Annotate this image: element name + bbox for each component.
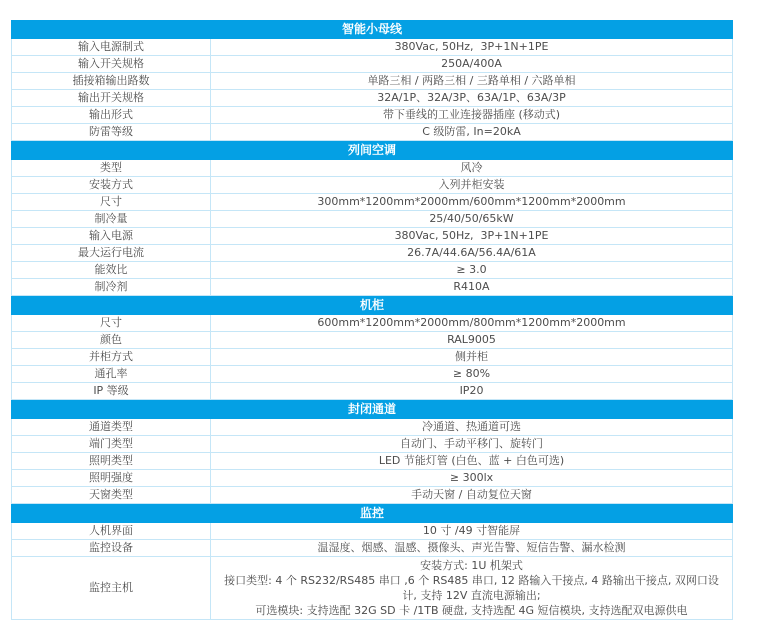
table-row: [11, 279, 733, 296]
spec-label: 制冷剂: [12, 279, 211, 295]
section-header-containment-aisle: 封闭通道: [11, 400, 733, 419]
spec-value: 10 寸 /49 寸智能屏: [422, 524, 521, 537]
table-row: [11, 39, 733, 56]
spec-label: 人机界面: [12, 523, 211, 539]
spec-value: 300mm*1200mm*2000mm/600mm*1200mm*2000mm: [317, 195, 626, 208]
spec-value: LED 节能灯管 (白色、蓝 + 白色可选): [378, 454, 565, 467]
spec-value: 风冷: [460, 161, 483, 174]
table-row: [11, 383, 733, 400]
table-row: [11, 419, 733, 436]
table-row: [11, 315, 733, 332]
spec-label: 制冷量: [12, 211, 211, 227]
spec-label: 并柜方式: [12, 349, 211, 365]
spec-label: 最大运行电流: [12, 245, 211, 261]
table-row: [11, 56, 733, 73]
spec-table: [11, 20, 733, 620]
spec-value: 带下垂线的工业连接器插座 (移动式): [382, 108, 561, 121]
table-row: [11, 540, 733, 557]
spec-value: 冷通道、热通道可选: [422, 420, 521, 433]
spec-label: 天窗类型: [12, 487, 211, 503]
spec-label: 端门类型: [12, 436, 211, 452]
spec-label: 颜色: [12, 332, 211, 348]
spec-label: 能效比: [12, 262, 211, 278]
table-row: [11, 194, 733, 211]
table-row: [11, 366, 733, 383]
spec-value: 600mm*1200mm*2000mm/800mm*1200mm*2000mm: [317, 316, 626, 329]
spec-value: 侧并柜: [455, 350, 488, 363]
spec-label: 输出形式: [12, 107, 211, 123]
spec-label: 防雷等级: [12, 124, 211, 140]
table-row: [11, 211, 733, 228]
spec-value: 25/40/50/65kW: [429, 212, 514, 225]
spec-label: 输入开关规格: [12, 56, 211, 72]
table-row: [11, 107, 733, 124]
spec-label: 监控设备: [12, 540, 211, 556]
spec-value: ≥ 3.0: [456, 263, 487, 276]
spec-value: C 级防雷, In=20kA: [422, 125, 521, 138]
spec-value: 自动门、手动平移门、旋转门: [400, 437, 543, 450]
section-header-smart-busbar: 智能小母线: [11, 20, 733, 39]
table-row: [11, 453, 733, 470]
spec-value-line: 接口类型: 4 个 RS232/RS485 串口 ,6 个 RS485 串口, 12 路输入干接点, 4 路输出干接点, 双网口设计, 支持 12V 直流电源输出;: [224, 574, 719, 602]
table-row: [11, 487, 733, 504]
table-row: [11, 332, 733, 349]
spec-value: [211, 557, 732, 619]
table-row: [11, 349, 733, 366]
table-row: [11, 160, 733, 177]
table-row: [11, 262, 733, 279]
table-row: [11, 523, 733, 540]
table-row: [11, 470, 733, 487]
spec-value: IP20: [459, 384, 484, 397]
spec-label: 输出开关规格: [12, 90, 211, 106]
table-row: [11, 557, 733, 620]
spec-value: 单路三相 / 两路三相 / 三路单相 / 六路单相: [367, 74, 576, 87]
spec-value: RAL9005: [447, 333, 496, 346]
table-row: [11, 124, 733, 141]
spec-label: 安装方式: [12, 177, 211, 193]
table-row: [11, 245, 733, 262]
spec-value: 手动天窗 / 自动复位天窗: [411, 488, 532, 501]
section-header-inrow-aircon: 列间空调: [11, 141, 733, 160]
spec-value: R410A: [453, 280, 490, 293]
spec-value: 32A/1P、32A/3P、63A/1P、63A/3P: [377, 91, 566, 104]
spec-label: 尺寸: [12, 315, 211, 331]
table-row: [11, 436, 733, 453]
spec-label: 照明类型: [12, 453, 211, 469]
section-header-monitoring: 监控: [11, 504, 733, 523]
spec-value: ≥ 80%: [452, 367, 491, 380]
spec-value: 入列并柜安装: [438, 178, 505, 191]
table-row: [11, 90, 733, 107]
spec-label: 插接箱输出路数: [12, 73, 211, 89]
spec-label: 通道类型: [12, 419, 211, 435]
spec-label: 输入电源制式: [12, 39, 211, 55]
spec-label: 尺寸: [12, 194, 211, 210]
spec-value: 380Vac, 50Hz, 3P+1N+1PE: [394, 229, 549, 242]
spec-value: 26.7A/44.6A/56.4A/61A: [407, 246, 536, 259]
spec-value-line: 安装方式: 1U 机架式: [420, 559, 523, 572]
table-row: [11, 177, 733, 194]
spec-label: 监控主机: [12, 557, 211, 619]
spec-value: 250A/400A: [441, 57, 502, 70]
table-row: [11, 228, 733, 245]
spec-value-line: 可选模块: 支持选配 32G SD 卡 /1TB 硬盘, 支持选配 4G 短信模块, 支持选配双电源供电: [255, 604, 688, 617]
spec-value: 温湿度、烟感、温感、摄像头、声光告警、短信告警、漏水检测: [317, 541, 626, 554]
table-row: [11, 73, 733, 90]
spec-value: 380Vac, 50Hz, 3P+1N+1PE: [394, 40, 549, 53]
spec-value: ≥ 300lx: [449, 471, 494, 484]
section-header-cabinet: 机柜: [11, 296, 733, 315]
spec-label: 通孔率: [12, 366, 211, 382]
spec-label: IP 等级: [12, 383, 211, 399]
spec-label: 类型: [12, 160, 211, 176]
spec-label: 照明强度: [12, 470, 211, 486]
spec-label: 输入电源: [12, 228, 211, 244]
